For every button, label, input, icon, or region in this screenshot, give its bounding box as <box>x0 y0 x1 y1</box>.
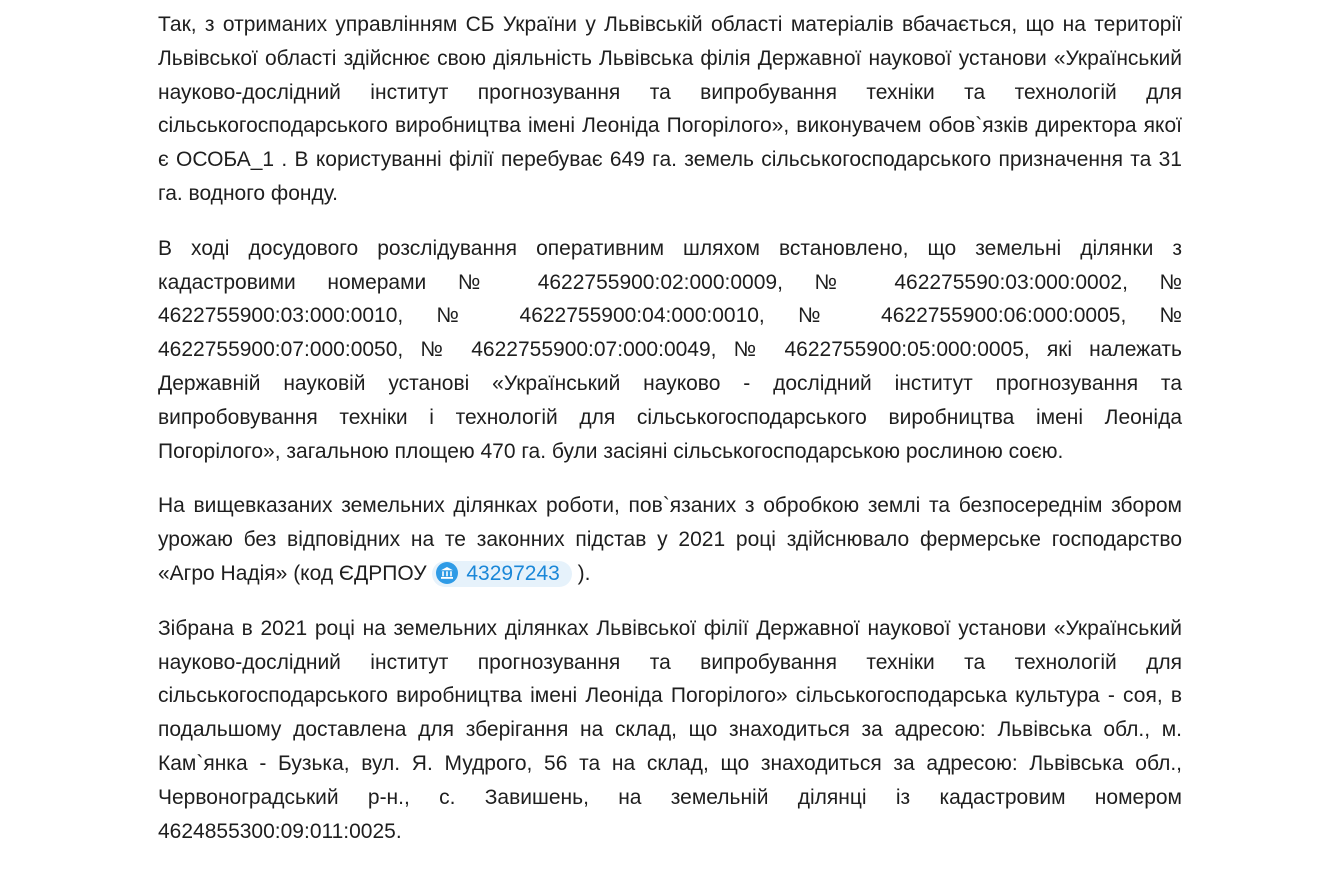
paragraph-3-text-before: На вищевказаних земельних ділянках роботи, пов`язаних з обробкою землі та безпосереднім збором урожаю без відповідних на те законних підстав у 2021 році здійснювало фермерське господарство «Агро Надія» (код ЄДРПОУ <box>158 494 1182 585</box>
edrpou-code: 43297243 <box>466 561 560 585</box>
institution-icon <box>436 562 458 584</box>
edrpou-code-link[interactable] <box>432 561 571 587</box>
paragraph-3 <box>158 489 1182 590</box>
document-body <box>158 8 1182 869</box>
paragraph-1: Так, з отриманих управлінням СБ України у Львівській області матеріалів вбачається, що на території Львівської області здійснює свою діяльність Львівська філія Державної наукової установи «Український науково-дослідний інститут прогнозування та випробування техніки та технологій для сільськогосподарського виробництва імені Леоніда Погорілого», виконувачем обов`язків директора якої є ОСОБА_1 . В користуванні філії перебуває 649 га. земель сільськогосподарського призначення та 31 га. водного фонду. <box>158 13 1182 205</box>
paragraph-2: В ході досудового розслідування оперативним шляхом встановлено, що земельні ділянки з кадастровими номерами № 4622755900:02:000:0009, № 462275590:03:000:0002, № 4622755900:03:000:0010, № 4622755900:04:000:0010, № 4622755900:06:000:0005, № 4622755900:07:000:0050, № 4622755900:07:000:0049, № 4622755900:05:000:0005, які належать Державній науковій установі «Український науково - дослідний інститут прогнозування та випробовування техніки і технологій для сільськогосподарського виробництва імені Леоніда Погорілого», загальною площею 470 га. були засіяні сільськогосподарською рослиною соєю. <box>158 236 1182 463</box>
paragraph-3-text-after: ). <box>571 561 591 585</box>
paragraph-4: Зібрана в 2021 році на земельних ділянках Львівської філії Державної наукової установи «Український науково-дослідний інститут прогнозування та випробування техніки та технологій для сільськогосподарського виробництва імені Леоніда Погорілого» сільськогосподарська культура - соя, в подальшому доставлена для зберігання на склад, що знаходиться за адресою: Львівська обл., м. Кам`янка - Бузька, вул. Я. Мудрого, 56 та на склад, що знаходиться за адресою: Львівська обл., Червоноградський р-н., с. Завишень, на земельній ділянці із кадастровим номером 4624855300:09:011:0025. <box>158 616 1182 843</box>
